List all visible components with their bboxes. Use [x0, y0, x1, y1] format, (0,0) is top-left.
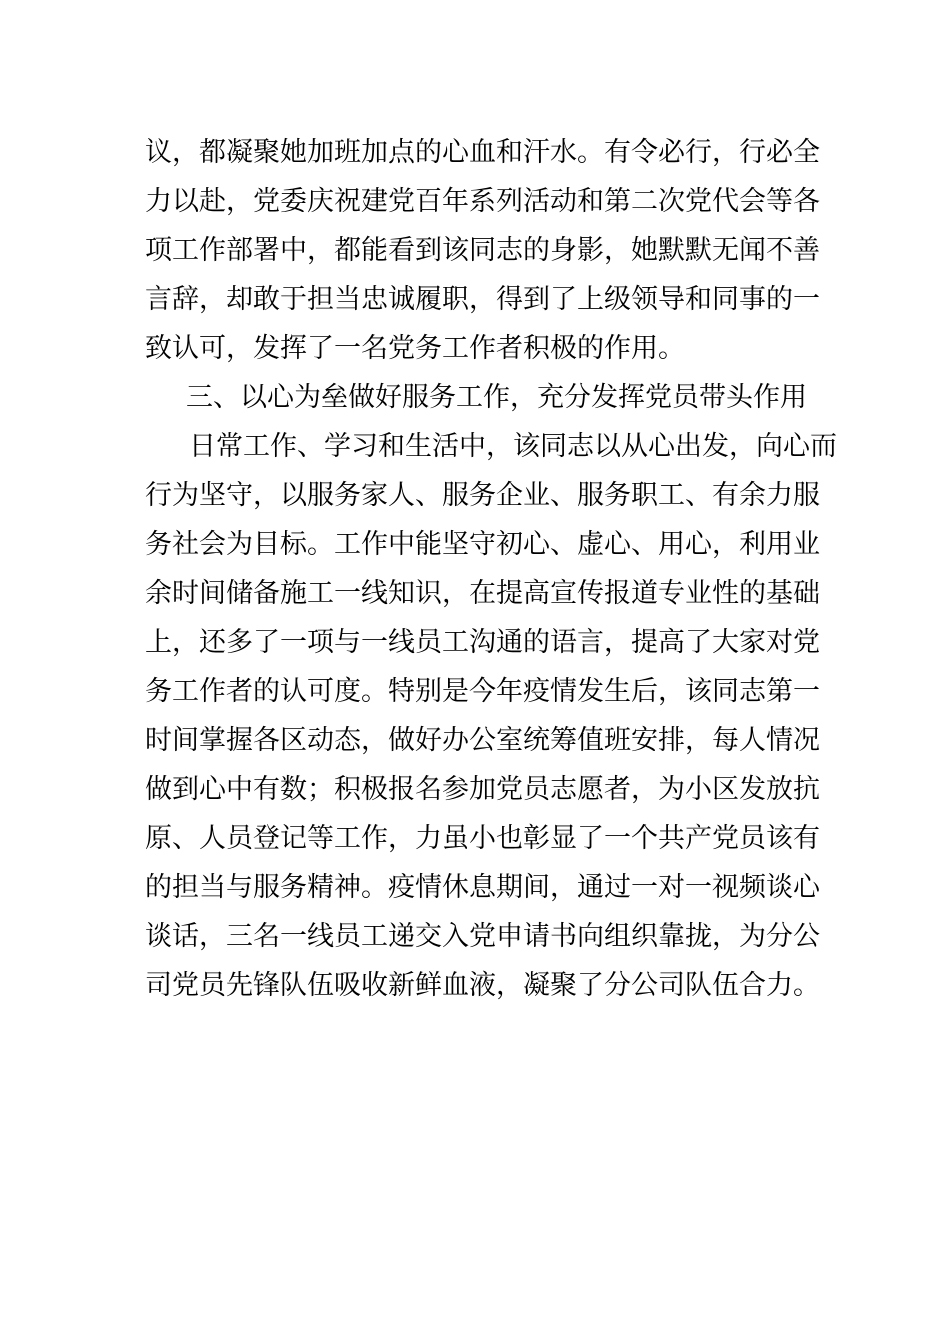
paragraph-continued [145, 128, 820, 373]
text-line: 做到心中有数；积极报名参加党员志愿者，为小区发放抗 [145, 774, 820, 805]
text-line: 行为坚守，以服务家人、服务企业、服务职工、有余力服 [145, 480, 820, 511]
text-line: 力以赴，党委庆祝建党百年系列活动和第二次党代会等各 [145, 186, 820, 217]
text-line: 项工作部署中，都能看到该同志的身影，她默默无闻不善 [145, 235, 820, 266]
text-line: 致认可，发挥了一名党务工作者积极的作用。 [145, 333, 685, 364]
text-line: 时间掌握各区动态，做好办公室统筹值班安排，每人情况 [145, 725, 820, 756]
text-line: 司党员先锋队伍吸收新鲜血液，凝聚了分公司队伍合力。 [145, 970, 820, 1001]
text-line: 务社会为目标。工作中能坚守初心、虚心、用心，利用业 [145, 529, 820, 560]
text-line: 日常工作、学习和生活中，该同志以从心出发，向心而 [189, 431, 837, 462]
text-line: 言辞，却敢于担当忠诚履职，得到了上级领导和同事的一 [145, 284, 820, 315]
section-heading: 三、以心为垒做好服务工作，充分发挥党员带头作用 [186, 382, 807, 413]
text-line: 余时间储备施工一线知识，在提高宣传报道专业性的基础 [145, 578, 820, 609]
document-page [145, 128, 837, 1010]
text-line: 原、人员登记等工作，力虽小也彰显了一个共产党员该有 [145, 823, 820, 854]
text-line: 议，都凝聚她加班加点的心血和汗水。有令必行，行必全 [145, 137, 820, 168]
text-line: 的担当与服务精神。疫情休息期间，通过一对一视频谈心 [145, 872, 820, 903]
text-line: 谈话，三名一线员工递交入党申请书向组织靠拢，为分公 [145, 921, 820, 952]
text-line: 务工作者的认可度。特别是今年疫情发生后，该同志第一 [145, 676, 820, 707]
text-line: 上，还多了一项与一线员工沟通的语言，提高了大家对党 [145, 627, 820, 658]
paragraph-service [145, 422, 837, 1010]
